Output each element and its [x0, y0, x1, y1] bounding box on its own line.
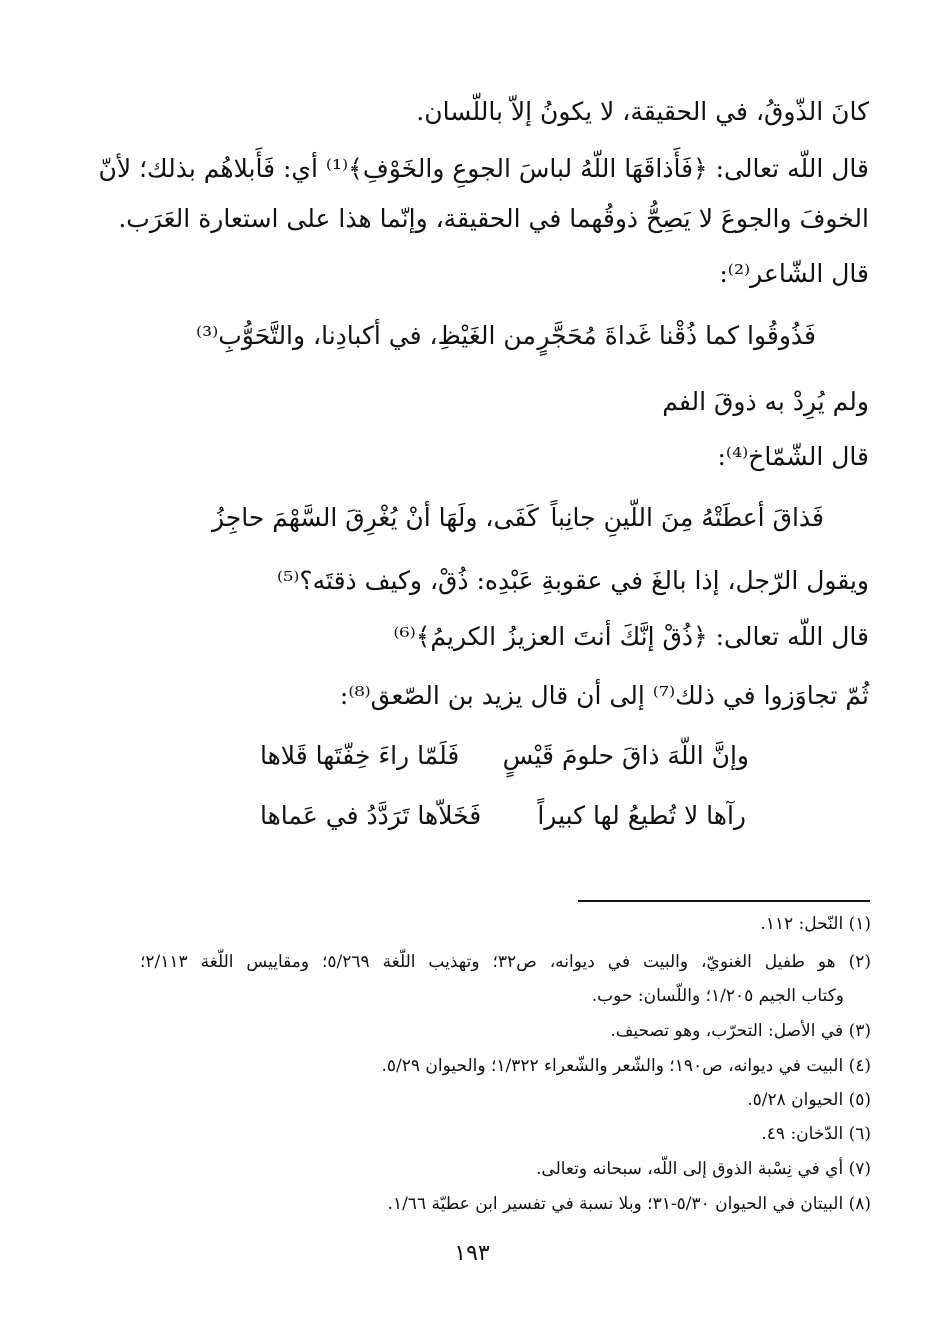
footnote-2-line-2: وكتاب الجيم ١/٢٠٥؛ واللّسان: حوب.	[591, 986, 844, 1006]
body-line-9: ثُمّ تجاوَزوا في ذلك⁽⁷⁾ إلى أن قال يزيد بن الصّعق⁽⁸⁾:	[339, 681, 869, 710]
verse-3-first-hemistich: وإنَّ اللّهَ ذاقَ حلومَ قَيْسٍ	[502, 741, 749, 770]
body-line-3: الخوفَ والجوعَ لا يَصِحُّ ذوقُهما في الحقيقة، وإنّما هذا على استعارة العَرَب.	[118, 204, 869, 233]
body-line-6: قال الشّمّاخ⁽⁴⁾:	[717, 442, 869, 471]
body-line-7: ويقول الرّجل، إذا بالغَ في عقوبةِ عَبْدِه: ذُقْ، وكيف ذقتَه؟⁽⁵⁾	[277, 566, 869, 595]
verse-4-first-hemistich: رآها لا تُطيعُ لها كبيراً	[537, 801, 746, 830]
verse-3-second-hemistich: فَلَمّا راءَ خِفّتَها قَلاها	[260, 741, 460, 770]
body-line-4: قال الشّاعر⁽²⁾:	[719, 259, 869, 288]
body-line-1: كانَ الذّوقُ، في الحقيقة، لا يكونُ إلاّ باللّسان.	[416, 97, 869, 126]
verse-2-first-hemistich: فَذاقَ أعطَتْهُ مِنَ اللّينِ جانِباً	[550, 503, 824, 532]
body-line-5: ولم يُرِدْ به ذوقَ الفم	[662, 387, 869, 416]
footnote-6: (٦) الدّخان: ٤٩.	[761, 1124, 871, 1144]
footnote-2-line-1: (٢) هو طفيل الغنويّ، والبيت في ديوانه، ص٣٢؛ وتهذيب اللّغة ٥/٢٦٩؛ ومقاييس اللّغة ٢/١١٣؛	[140, 952, 872, 972]
verse-1-second-hemistich: من الغَيْظِ، في أكبادِنا، والتَّحَوُّبِ⁽³⁾	[196, 321, 536, 350]
footnote-3: (٣) في الأصل: التحرّب، وهو تصحيف.	[610, 1021, 871, 1041]
footnote-4: (٤) البيت في ديوانه، ص١٩٠؛ والشّعر والشّعراء ١/٣٢٢؛ والحيوان ٥/٢٩.	[381, 1056, 871, 1076]
footnote-8: (٨) البيتان في الحيوان ٥/٣٠-٣١؛ وبلا نسبة في تفسير ابن عطيّة ١/٦٦.	[387, 1194, 871, 1214]
body-line-2: قال اللّه تعالى: ﴿فَأَذاقَهَا اللّهُ لباسَ الجوعِ والخَوْفِ﴾⁽¹⁾ أي: فَأَبلاهُم بذلك؛ لأنّ	[98, 154, 869, 183]
verse-4-second-hemistich: فَخَلاّها تَرَدَّدُ في عَماها	[260, 801, 482, 830]
footnote-separator	[578, 900, 870, 902]
verse-1-first-hemistich: فَذُوقُوا كما ذُقْنا غَداةَ مُحَجَّرٍ	[537, 321, 816, 350]
body-line-8: قال اللّه تعالى: ﴿ذُقْ إنَّكَ أنتَ العزيزُ الكريمُ﴾⁽⁶⁾	[393, 622, 869, 651]
footnote-5: (٥) الحيوان ٥/٢٨.	[747, 1090, 871, 1110]
footnote-1: (١) النّحل: ١١٢.	[760, 914, 871, 934]
footnote-7: (٧) أي في نِسْبة الذوق إلى اللّه، سبحانه وتعالى.	[536, 1159, 871, 1179]
verse-2-second-hemistich: كَفَى، ولَهَا أنْ يُغْرِقَ السَّهْمَ حاجِزُ	[212, 503, 539, 532]
page-number: ١٩٣	[454, 1241, 490, 1266]
